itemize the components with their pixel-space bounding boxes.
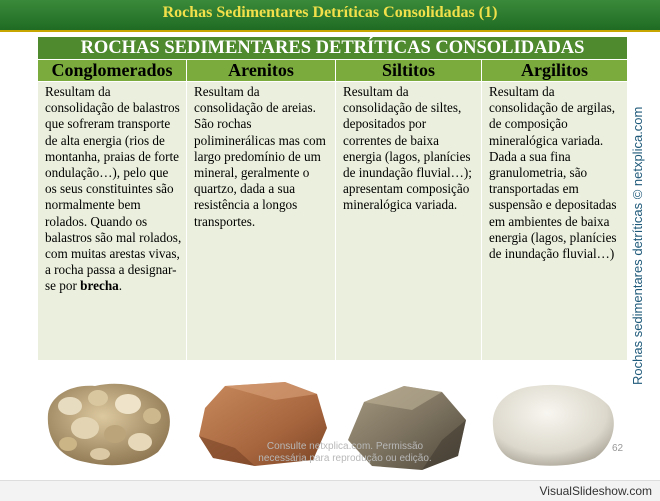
- rock-table: [37, 36, 628, 361]
- brecha-term: brecha: [80, 278, 119, 294]
- siltitos-description: Resultam da consolidação de siltes, depositados por correntes de baixa energia (lagos, planícies de inundação fluvial…); apresentam composição mineralógica variada.: [336, 82, 482, 361]
- watermark-line-1: Consulte netxplica.com. Permissão: [266, 441, 424, 452]
- watermark: [250, 441, 440, 465]
- slide-title: Rochas Sedimentares Detríticas Consolidadas (1): [162, 4, 498, 21]
- column-header-conglomerados: Conglomerados: [38, 60, 187, 82]
- watermark-line-2: necessária para reprodução ou edição.: [258, 453, 432, 464]
- table-heading: ROCHAS SEDIMENTARES DETRÍTICAS CONSOLIDADAS: [38, 37, 628, 60]
- column-header-arenitos: Arenitos: [187, 60, 336, 82]
- conglomerado-rock-image: [40, 376, 175, 468]
- column-header-siltitos: Siltitos: [336, 60, 482, 82]
- footer-brand[interactable]: VisualSlideshow.com: [539, 484, 652, 498]
- footer-bar: [0, 480, 660, 501]
- arenitos-description: Resultam da consolidação de areias. São rochas poliminerálicas mas com largo predomínio de um mineral, geralmente o quartzo, dada a sua resistência a longos transportes.: [187, 82, 336, 361]
- column-header-argilitos: Argilitos: [482, 60, 628, 82]
- argilitos-description: Resultam da consolidação de argilas, de composição mineralógica variada. Dada a sua fina granulometria, são transportadas em suspensão e depositadas em ambientes de baixa energia (lagos, planícies de inundação fluvial…): [482, 82, 628, 361]
- argilito-rock-image: [485, 378, 620, 468]
- conglomerados-end: .: [118, 278, 123, 294]
- conglomerados-description: [38, 82, 187, 361]
- page-number: 62: [612, 443, 624, 454]
- conglomerados-text: Resultam da consolidação de balastros que sofreram transporte de alta energia (rios de montanha, praias de forte ondulação…), pelo que os seus constituintes são normalmente bem rolados. Quando os balastros são mal rolados, com muitas arestas vivas, a rocha passa a designar-se por: [45, 84, 182, 294]
- side-credit: Rochas sedimentares detríticas © netxplica.com: [630, 106, 645, 385]
